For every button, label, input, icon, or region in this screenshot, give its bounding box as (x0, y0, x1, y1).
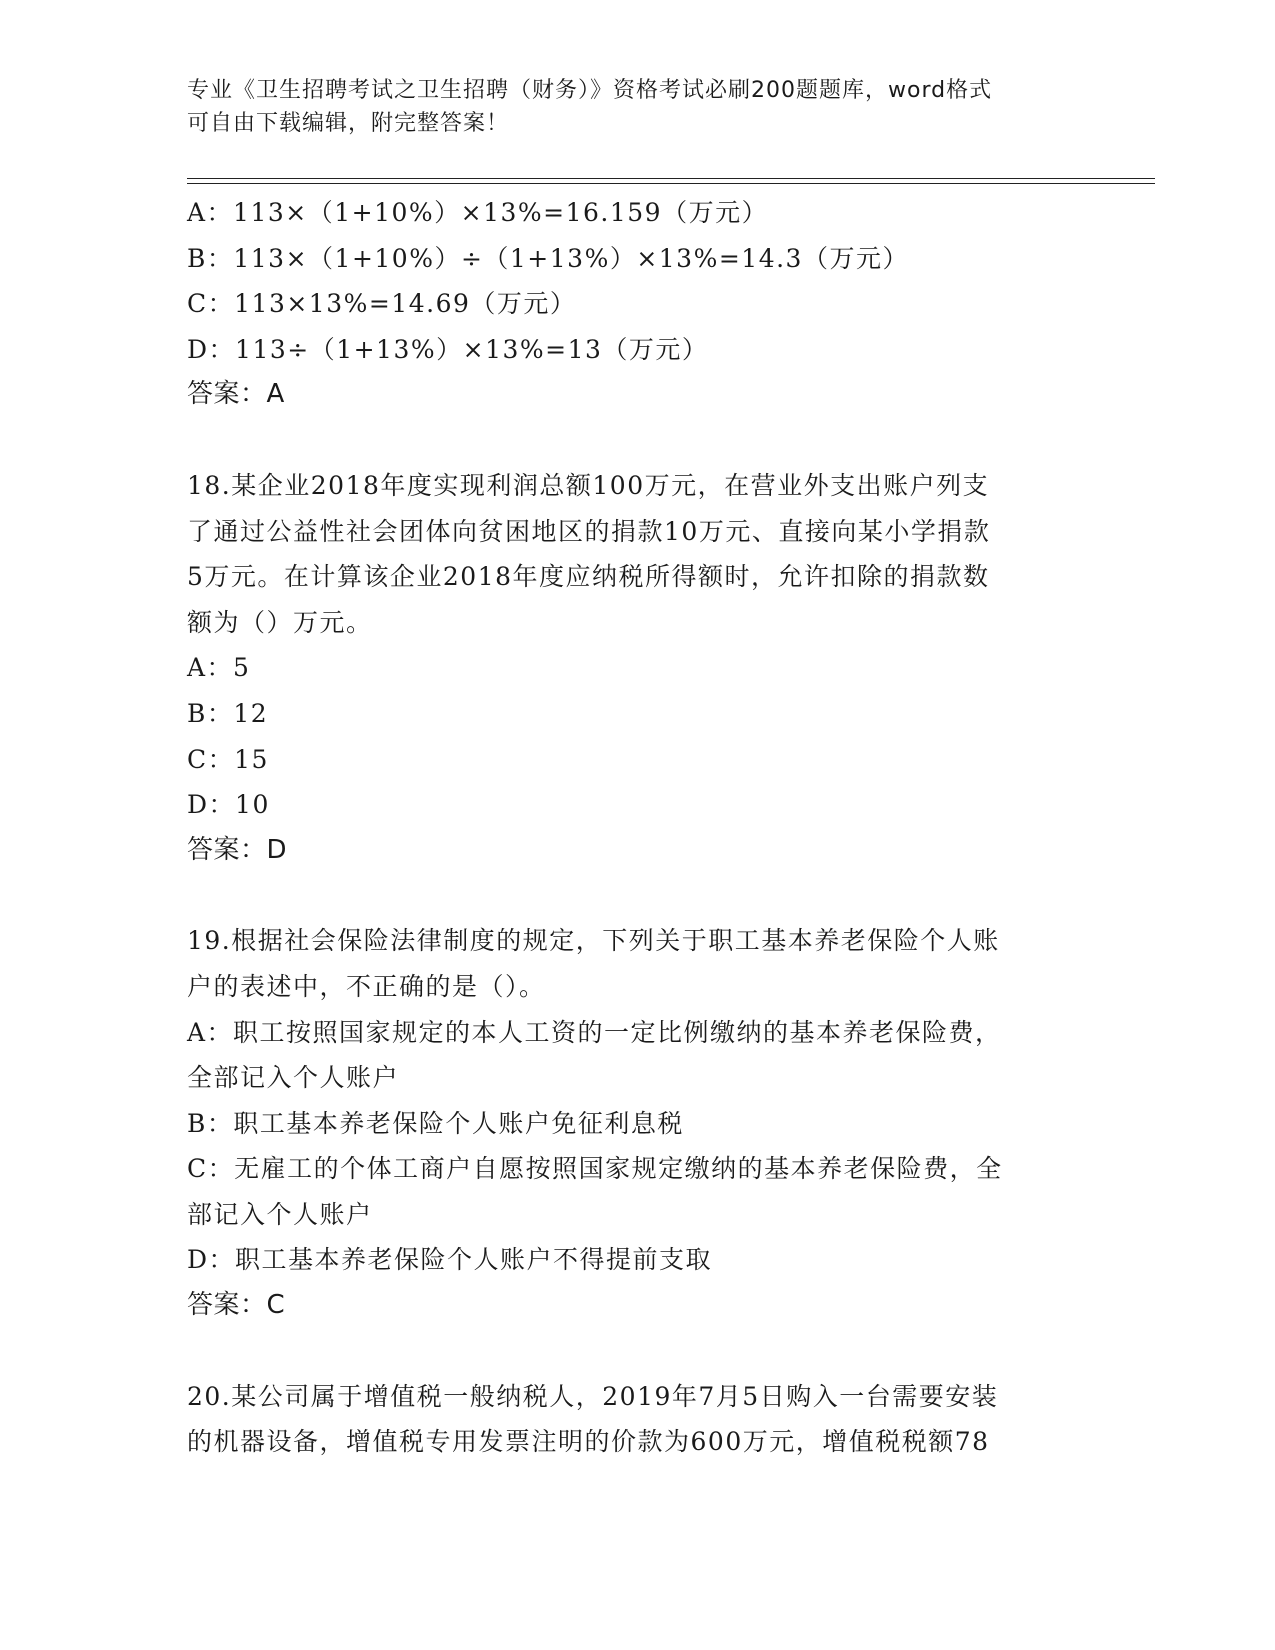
option-b: B：113×（1+10%）÷（1+13%）×13%=14.3（万元） (187, 243, 909, 273)
option-c: C：15 (187, 744, 269, 774)
question-stem-line: 了通过公益性社会团体向贫困地区的捐款10万元、直接向某小学捐款 (187, 516, 991, 546)
option-a: A：5 (187, 653, 251, 683)
option-c-continued: 部记入个人账户 (187, 1199, 373, 1229)
question-20 (187, 1374, 1087, 1465)
header-divider-bottom (187, 183, 1155, 184)
question-stem-line: 额为（）万元。 (187, 607, 373, 637)
answer: 答案：D (187, 834, 288, 865)
option-a: A：113×（1+10%）×13%=16.159（万元） (187, 198, 769, 227)
spacer (187, 873, 1087, 918)
option-c: C：无雇工的个体工商户自愿按照国家规定缴纳的基本养老保险费，全 (187, 1154, 1003, 1184)
question-stem-line: 的机器设备，增值税专用发票注明的价款为600万元，增值税税额78 (187, 1427, 990, 1457)
option-d: D：113÷（1+13%）×13%=13（万元） (187, 334, 709, 364)
spacer (187, 1329, 1087, 1374)
spacer (187, 418, 1087, 463)
question-18 (187, 463, 1087, 873)
option-d: D：10 (187, 790, 270, 820)
header-divider-top (187, 178, 1155, 179)
question-stem-line: 19.根据社会保险法律制度的规定，下列关于职工基本养老保险个人账 (187, 926, 1000, 956)
header-line-2: 可自由下载编辑，附完整答案！ (187, 111, 510, 136)
question-stem-line: 18.某企业2018年度实现利润总额100万元，在营业外支出账户列支 (187, 470, 990, 500)
option-d: D：职工基本养老保险个人账户不得提前支取 (187, 1245, 713, 1275)
question-stem-line: 5万元。在计算该企业2018年度应纳税所得额时，允许扣除的捐款数 (187, 562, 990, 592)
header-line-1: 专业《卫生招聘考试之卫生招聘（财务）》资格考试必刷200题题库，word格式 (187, 78, 993, 103)
option-a: A：职工按照国家规定的本人工资的一定比例缴纳的基本养老保险费， (187, 1017, 1002, 1047)
option-b: B：职工基本养老保险个人账户免征利息税 (187, 1108, 684, 1138)
question-17 (187, 190, 1087, 418)
question-stem-line: 户的表述中，不正确的是（）。 (187, 971, 546, 1001)
question-stem-line: 20.某公司属于增值税一般纳税人，2019年7月5日购入一台需要安装 (187, 1381, 999, 1411)
question-19 (187, 918, 1087, 1328)
option-c: C：113×13%=14.69（万元） (187, 289, 577, 319)
option-b: B：12 (187, 698, 269, 728)
answer: 答案：A (187, 379, 285, 410)
document-header (187, 74, 1087, 140)
answer: 答案：C (187, 1290, 286, 1321)
option-a-continued: 全部记入个人账户 (187, 1063, 400, 1093)
question-content (187, 190, 1087, 1465)
